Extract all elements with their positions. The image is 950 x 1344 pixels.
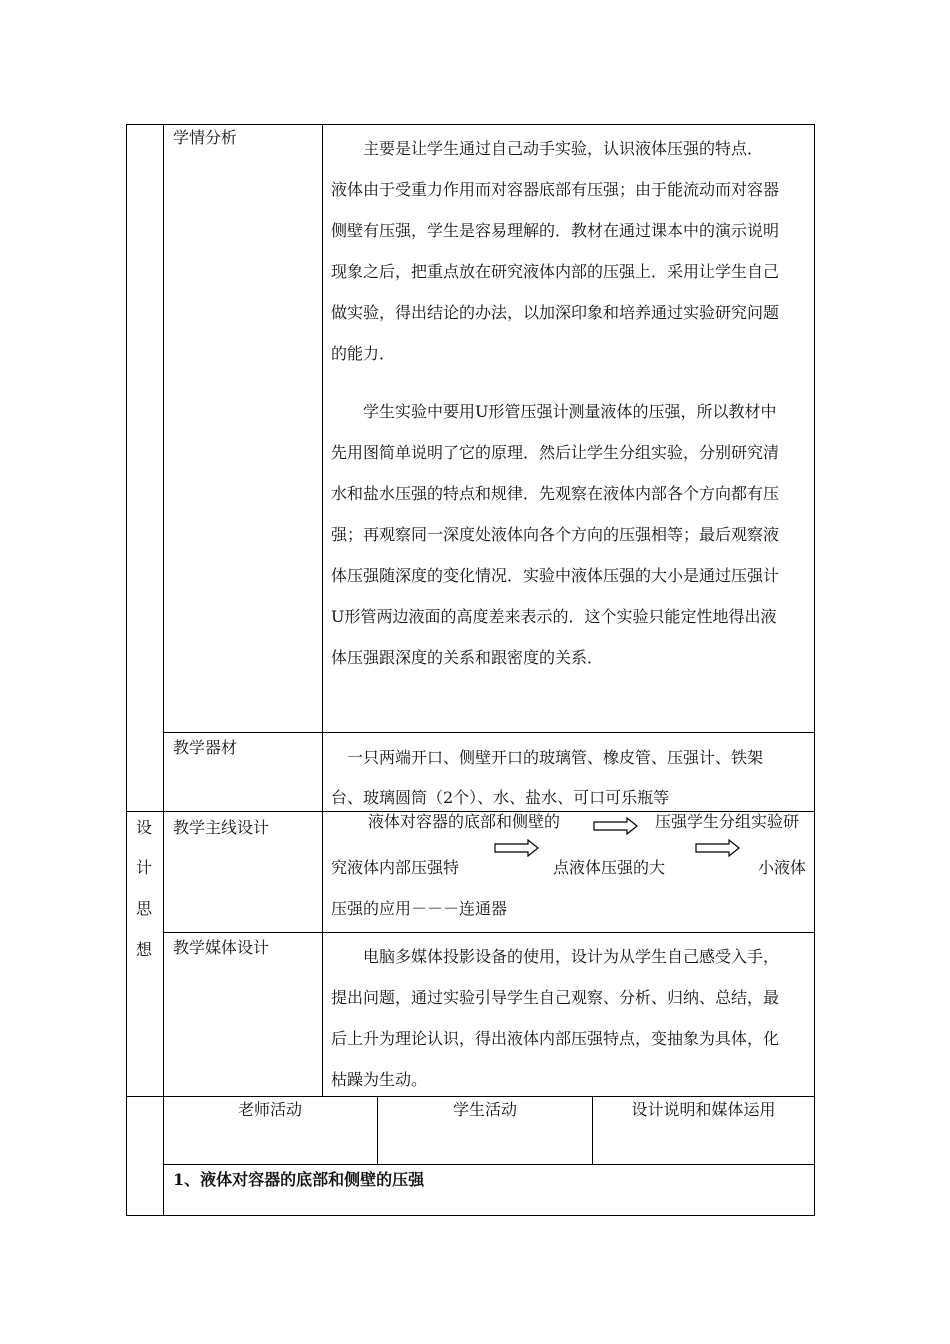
- table-border-top: [126, 124, 815, 125]
- analysis-paragraph-1: 主要是让学生通过自己动手实验，认识液体压强的特点． 液体由于受重力作用而对容器底部有压强；由于能流动而对容器 侧壁有压强，学生是容易理解的．教材在通过课本中的演示说明 现象之后，把重点放在研究液体内部的压强上．采用让学生自己 做实验，得出结论的办法，以加深印象和培养通过实验研究问题 的能力．: [331, 139, 780, 363]
- row-divider-activity-header: [163, 1164, 815, 1165]
- mainline-seg-4: 点液体压强的大: [553, 858, 666, 877]
- mainline-seg-3: 究液体内部压强特: [331, 858, 460, 877]
- equipment-text: 一只两端开口、侧壁开口的玻璃管、橡皮管、压强计、铁架 台、玻璃圆筒（2个）、水、盐水、可口可乐瓶等: [331, 748, 764, 807]
- column-divider-group: [163, 124, 164, 1216]
- media-text: 电脑多媒体投影设备的使用，设计为从学生自己感受入手， 提出问题，通过实验引导学生自己观察、分析、归纳、总结，最 后上升为理论认识，得出液体内部压强特点，变抽象为具体，化 枯躁为生动。: [331, 947, 780, 1089]
- design-group-char-4: 想: [136, 940, 153, 959]
- header-teacher-activity: 老师活动: [237, 1100, 302, 1119]
- column-divider-label: [322, 124, 323, 1096]
- flow-arrow-icon-3: [695, 839, 741, 857]
- header-student-activity: 学生活动: [452, 1100, 517, 1119]
- analysis-paragraph-2: 学生实验中要用U形管压强计测量液体的压强，所以教材中 先用图简单说明了它的原理．然后让学生分组实验，分别研究清 水和盐水压强的特点和规律．先观察在液体内部各个方向都有压 强；再观察同一深度处液体向各个方向的压强相等；最后观察液 体压强随深度的变化情况．实验中液体压强的大小是通过压强计 U形管两边液面的高度差来表示的．这个实验只能定性地得出液 体压强跟深度的关系和跟密度的关系．: [331, 402, 780, 667]
- mainline-seg-2: 压强学生分组实验研: [655, 812, 800, 831]
- row-divider-analysis: [163, 732, 815, 733]
- flow-arrow-icon-1: [593, 817, 639, 835]
- table-border-left: [126, 124, 127, 1216]
- section-1-title: 1、液体对容器的底部和侧壁的压强: [173, 1170, 425, 1189]
- media-label: 教学媒体设计: [173, 938, 270, 957]
- table-border-right: [814, 124, 815, 1216]
- equipment-label: 教学器材: [173, 738, 238, 757]
- design-group-char-1: 设: [136, 818, 153, 837]
- header-design-notes: 设计说明和媒体运用: [631, 1100, 776, 1119]
- table-border-bottom: [126, 1215, 815, 1216]
- mainline-label: 教学主线设计: [173, 818, 270, 837]
- mainline-seg-5: 小液体: [758, 858, 807, 877]
- mainline-seg-1: 液体对容器的底部和侧壁的: [368, 812, 561, 831]
- design-group-char-2: 计: [136, 858, 153, 877]
- design-group-char-3: 思: [136, 899, 153, 918]
- row-divider-mainline: [163, 932, 815, 933]
- flow-arrow-icon-2: [494, 839, 540, 857]
- analysis-label: 学情分析: [173, 128, 238, 147]
- mainline-seg-6: 压强的应用－－－连通器: [331, 899, 508, 918]
